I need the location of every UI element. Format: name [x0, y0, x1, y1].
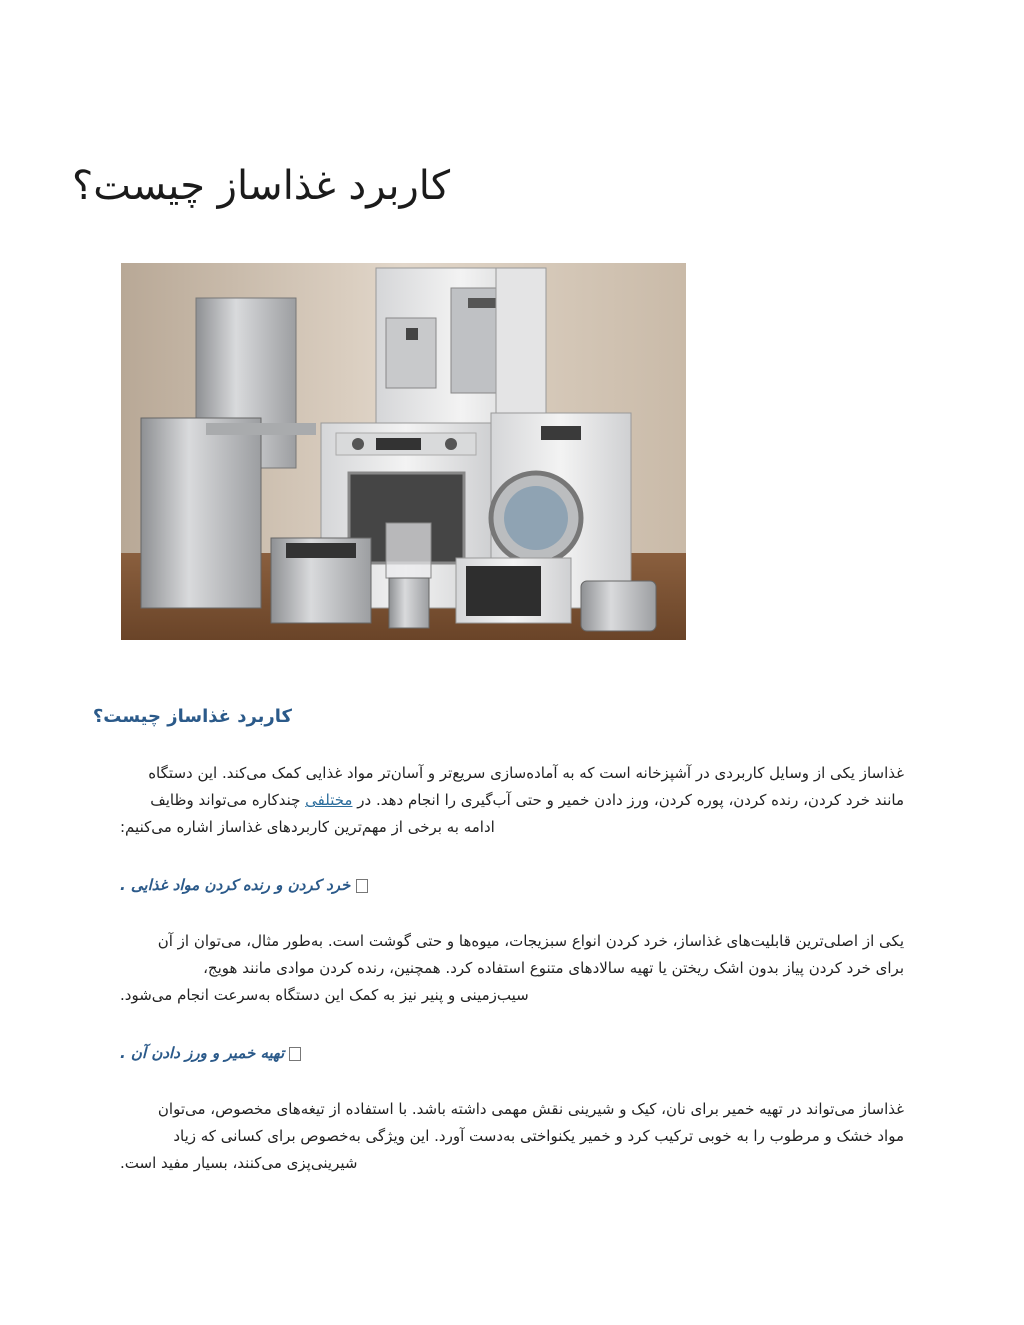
paragraph-line: شیرینی‌پزی می‌کنند، بسیار مفید است. — [120, 1154, 358, 1172]
paragraph-line: یکی از اصلی‌ترین قابلیت‌های غذاساز، خرد کردن انواع سبزیجات، میوه‌ها و حتی گوشت است. به‌طور مثال، می‌توان از آن — [157, 932, 904, 950]
bullet-icon — [356, 879, 368, 893]
bullet-icon — [289, 1047, 301, 1061]
appliances-image — [121, 263, 686, 640]
section-heading-dough: تهیه خمیر و ورز دادن آن . — [120, 1042, 380, 1064]
heading-text: تهیه خمیر و ورز دادن آن — [130, 1044, 285, 1062]
intro-line-part: مانند خرد کردن، رنده کردن، پوره کردن، ورز دادن خمیر و حتی آب‌گیری را انجام دهد. در — [357, 791, 904, 809]
paragraph-line: غذاساز می‌تواند در تهیه خمیر برای نان، کیک و شیرینی نقش مهمی داشته باشد. با استفاده از تیغه‌های مخصوص، می‌توان — [157, 1100, 904, 1118]
heading-text: خرد کردن و رنده کردن مواد غذایی — [130, 876, 351, 894]
paragraph-line: سیب‌زمینی و پنیر نیز به کمک این دستگاه به‌سرعت انجام می‌شود. — [120, 986, 529, 1004]
paragraph-line: برای خرد کردن پیاز بدون اشک ریختن یا تهیه سالادهای متنوع استفاده کرد. همچنین، رنده کردن موادی مانند هویج، — [203, 959, 904, 977]
intro-line-part: چندکاره می‌تواند وظایف — [150, 791, 301, 809]
dough-paragraph — [120, 1096, 904, 1177]
page-title: کاربرد غذاساز چیست؟ — [71, 163, 450, 209]
paragraph-line: مواد خشک و مرطوب را به خوبی ترکیب کرد و خمیر یکنواختی به‌دست آورد. این ویژگی به‌خصوص برای کسانی که زیاد — [173, 1127, 904, 1145]
mokhtalefi-link[interactable]: مختلفی — [305, 791, 353, 809]
intro-line — [120, 787, 904, 814]
appliances-illustration — [121, 263, 686, 640]
section-heading-chopping: خرد کردن و رنده کردن مواد غذایی . — [120, 874, 380, 896]
chopping-paragraph — [120, 928, 904, 1009]
intro-paragraph — [120, 760, 904, 841]
intro-line: ادامه به برخی از مهم‌ترین کاربردهای غذاساز اشاره می‌کنیم: — [120, 818, 495, 836]
intro-line: غذاساز یکی از وسایل کاربردی در آشپزخانه است که به آماده‌سازی سریع‌تر و آسان‌تر مواد غذایی کمک می‌کند. این دستگاه — [148, 764, 904, 782]
section-title: کاربرد غذاساز چیست؟ — [92, 706, 292, 727]
